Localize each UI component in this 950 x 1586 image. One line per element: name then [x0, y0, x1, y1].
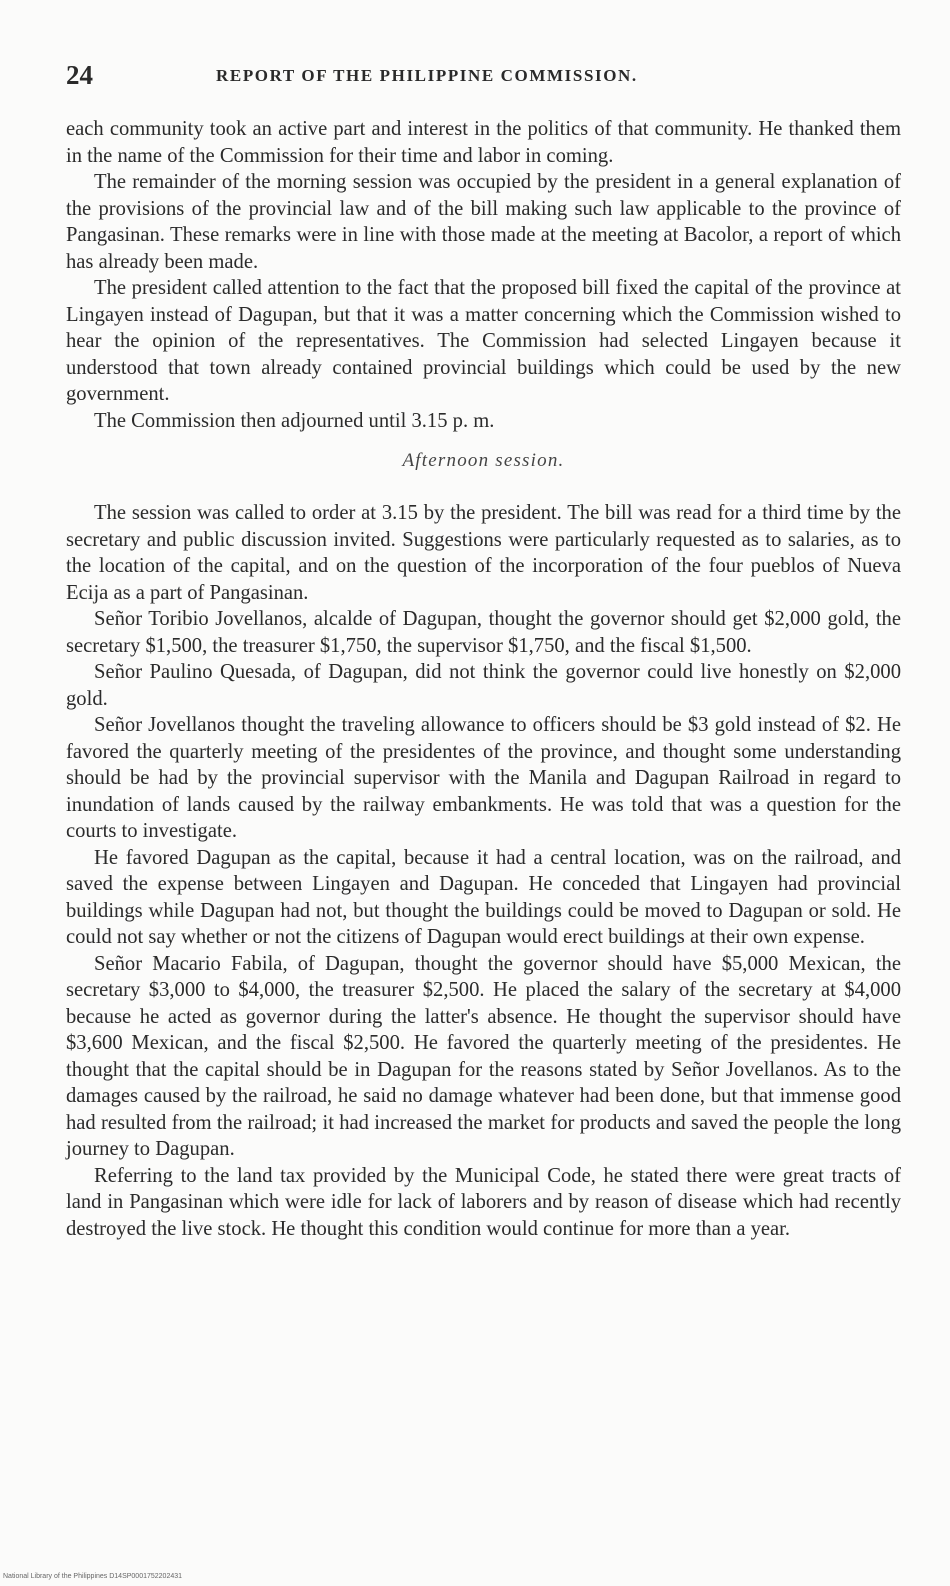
- page-header: [66, 58, 896, 98]
- paragraph: The session was called to order at 3.15 by the president. The bill was read for a third time by the secretary and public discussion invited. Suggestions were particularly requested as to salaries, as to the location of the capital, and on the question of the incorporation of the four pueblos of Nueva Ecija as a part of Pangasinan.: [66, 502, 901, 604]
- paragraph: Señor Paulino Quesada, of Dagupan, did not think the governor could live honestly on $2,000 gold.: [66, 661, 901, 710]
- section-heading: Afternoon session.: [402, 450, 565, 471]
- page-number: 24: [66, 60, 93, 90]
- paragraph: The president called attention to the fact that the proposed bill fixed the capital of the province at Lingayen instead of Dagupan, but that it was a matter concerning which the Commission wished to hear the opinion of the representatives. The Commission had selected Lingayen because it understood that town already contained provincial buildings which could be used by the new government.: [66, 277, 901, 405]
- paragraph: He favored Dagupan as the capital, because it had a central location, was on the railroad, and saved the expense between Lingayen and Dagupan. He conceded that Lingayen had provincial buildings while Dagupan had not, but thought the buildings could be moved to Dagupan or sold. He could not say whether or not the citizens of Dagupan would erect buildings at their own expense.: [66, 846, 901, 948]
- scan-footer: National Library of the Philippines D14SP0001752202431: [3, 1573, 183, 1580]
- paragraph: Señor Macario Fabila, of Dagupan, thought the governor should have $5,000 Mexican, the secretary $3,000 to $4,000, the treasurer $2,500. He placed the salary of the secretary at $4,000 because he acted as governor during the latter's absence. He thought the supervisor should have $3,600 Mexican, and the fiscal $2,500. He favored the quarterly meeting of the presidentes. He thought that the capital should be in Dagupan for the reasons stated by Señor Jovellanos. As to the damages caused by the railroad, he said no damage whatever had been done, but that immense good had resulted from the railroad; it had increased the market for products and saved the people the long journey to Dagupan.: [66, 952, 901, 1160]
- paragraph: Señor Toribio Jovellanos, alcalde of Dagupan, thought the governor should get $2,000 gold, the secretary $1,500, the treasurer $1,750, the supervisor $1,750, and the fiscal $1,500.: [66, 608, 901, 657]
- running-head: REPORT OF THE PHILIPPINE COMMISSION.: [216, 66, 638, 85]
- paragraph: Referring to the land tax provided by the Municipal Code, he stated there were great tracts of land in Pangasinan which were idle for lack of laborers and by reason of disease which had recently destroyed the live stock. He thought this condition would continue for more than a year.: [66, 1164, 901, 1240]
- paragraph: each community took an active part and interest in the politics of that community. He thanked them in the name of the Commission for their time and labor in coming.: [66, 118, 901, 167]
- body-text: [66, 116, 901, 1242]
- paragraph: The Commission then adjourned until 3.15 p. m.: [94, 409, 495, 432]
- paragraph: The remainder of the morning session was occupied by the president in a general explanation of the provisions of the provincial law and of the bill making such law applicable to the province of Pangasinan. These remarks were in line with those made at the meeting at Bacolor, a report of which has already been made.: [66, 171, 901, 273]
- paragraph: Señor Jovellanos thought the traveling allowance to officers should be $3 gold instead of $2. He favored the quarterly meeting of the presidentes of the province, and thought some understanding should be had by the provincial supervisor with the Manila and Dagupan Railroad in regard to inundation of lands caused by the railway embankments. He was told that was a question for the courts to investigate.: [66, 714, 901, 842]
